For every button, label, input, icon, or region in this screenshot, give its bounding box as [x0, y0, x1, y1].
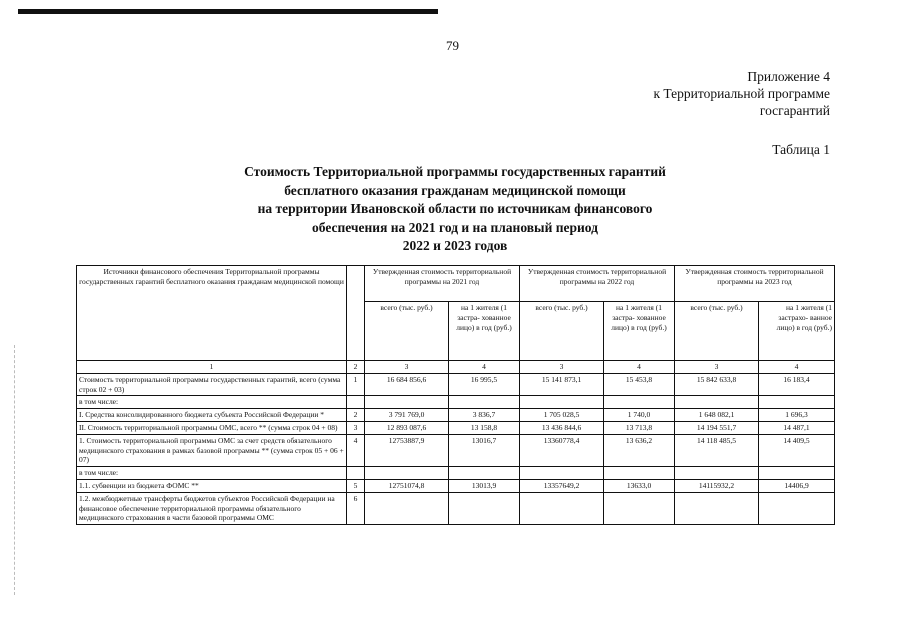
value-cell	[604, 467, 675, 480]
value-cell: 12 893 087,6	[365, 421, 449, 434]
value-cell	[520, 396, 604, 409]
column-number: 4	[604, 361, 675, 374]
value-cell	[365, 467, 449, 480]
scan-edge-marks	[14, 345, 17, 595]
value-cell	[759, 467, 835, 480]
value-cell: 12753887,9	[365, 434, 449, 466]
value-cell: 3 791 769,0	[365, 409, 449, 422]
table-row	[77, 479, 835, 492]
table-row	[77, 396, 835, 409]
value-cell: 15 141 873,1	[520, 373, 604, 396]
value-cell: 16 183,4	[759, 373, 835, 396]
title-line-1: Стоимость Территориальной программы государственных гарантий	[244, 164, 666, 179]
value-cell: 16 995,5	[449, 373, 520, 396]
row-code: 6	[347, 492, 365, 524]
row-code	[347, 396, 365, 409]
value-cell: 13 636,2	[604, 434, 675, 466]
table-row	[77, 434, 835, 466]
value-cell: 16 684 856,6	[365, 373, 449, 396]
value-cell: 14 409,5	[759, 434, 835, 466]
value-cell	[520, 492, 604, 524]
value-cell: 15 842 633,8	[675, 373, 759, 396]
total-header-2023: всего (тыс. руб.)	[675, 302, 759, 361]
value-cell: 13357649,2	[520, 479, 604, 492]
appendix-line-1: Приложение 4	[747, 69, 830, 84]
value-cell: 15 453,8	[604, 373, 675, 396]
value-cell	[449, 467, 520, 480]
row-label: II. Стоимость территориальной программы ОМС, всего ** (сумма строк 04 + 08)	[77, 421, 347, 434]
appendix-line-2: к Территориальной программе	[653, 86, 830, 101]
row-label: в том числе:	[77, 467, 347, 480]
column-number: 2	[347, 361, 365, 374]
table-row	[77, 373, 835, 396]
row-code	[347, 467, 365, 480]
value-cell	[675, 396, 759, 409]
title-line-3: на территории Ивановской области по источникам финансового	[257, 201, 653, 216]
title-line-2: бесплатного оказания гражданам медицинской помощи	[284, 182, 626, 198]
table-row	[77, 467, 835, 480]
value-cell: 3 836,7	[449, 409, 520, 422]
value-cell	[675, 492, 759, 524]
value-cell	[675, 467, 759, 480]
value-cell	[604, 492, 675, 524]
value-cell: 13 158,8	[449, 421, 520, 434]
page-number: 79	[446, 38, 459, 53]
value-cell: 14 194 551,7	[675, 421, 759, 434]
value-cell: 14115932,2	[675, 479, 759, 492]
value-cell: 1 696,3	[759, 409, 835, 422]
row-label: 1. Стоимость территориальной программы ОМС за счет средств обязательного медицинского страхования в рамках базовой программы ** (сумма строк 05 + 06 + 07)	[77, 434, 347, 466]
column-number: 3	[365, 361, 449, 374]
value-cell: 13013,9	[449, 479, 520, 492]
value-cell: 12751074,8	[365, 479, 449, 492]
value-cell	[365, 396, 449, 409]
title-line-4: обеспечения на 2021 год и на плановый период	[312, 219, 598, 235]
value-cell: 13633,0	[604, 479, 675, 492]
value-cell: 13016,7	[449, 434, 520, 466]
source-column-header: Источники финансового обеспечения Территориальной программы государственных гарантий бесплатного оказания гражданам медицинской помощи	[77, 266, 347, 361]
row-label: Стоимость территориальной программы государственных гарантий, всего (сумма строк 02 + 03)	[77, 373, 347, 396]
total-header-2022: всего (тыс. руб.)	[520, 302, 604, 361]
value-cell: 1 705 028,5	[520, 409, 604, 422]
column-number: 1	[77, 361, 347, 374]
title-line-5: 2022 и 2023 годов	[402, 238, 508, 253]
column-number: 3	[520, 361, 604, 374]
value-cell: 14406,9	[759, 479, 835, 492]
top-scan-bar	[18, 9, 438, 14]
value-cell: 13 713,8	[604, 421, 675, 434]
group-header-2022: Утвержденная стоимость территориальной программы на 2022 год	[520, 266, 675, 302]
value-cell: 13 436 844,6	[520, 421, 604, 434]
value-cell: 13360778,4	[520, 434, 604, 466]
value-cell: 14 118 485,5	[675, 434, 759, 466]
value-cell	[759, 492, 835, 524]
group-header-2021: Утвержденная стоимость территориальной программы на 2021 год	[365, 266, 520, 302]
table-row	[77, 421, 835, 434]
total-header-2021: всего (тыс. руб.)	[365, 302, 449, 361]
table-row	[77, 409, 835, 422]
per-capita-header-2021: на 1 жителя (1 застра- хованное лицо) в год (руб.)	[449, 302, 520, 361]
row-code: 1	[347, 373, 365, 396]
value-cell	[759, 396, 835, 409]
appendix-line-3: госгарантий	[759, 103, 830, 118]
funding-table	[76, 265, 835, 525]
row-label: 1.2. межбюджетные трансферты бюджетов субъектов Российской Федерации на финансовое обеспечение территориальной программы обязательного медицинского страхования в части базовой программы ОМС	[77, 492, 347, 524]
row-label: 1.1. субвенции из бюджета ФОМС **	[77, 479, 347, 492]
row-code: 3	[347, 421, 365, 434]
document-title	[190, 163, 720, 256]
group-header-2023: Утвержденная стоимость территориальной программы на 2023 год	[675, 266, 835, 302]
per-capita-header-2022: на 1 жителя (1 застра- хованное лицо) в год (руб.)	[604, 302, 675, 361]
row-label: в том числе:	[77, 396, 347, 409]
column-number-row	[77, 361, 835, 374]
value-cell	[604, 396, 675, 409]
table-row	[77, 492, 835, 524]
row-code: 2	[347, 409, 365, 422]
table-number: Таблица 1	[772, 142, 830, 157]
column-number: 4	[449, 361, 520, 374]
column-number: 4	[759, 361, 835, 374]
value-cell	[449, 492, 520, 524]
row-code: 5	[347, 479, 365, 492]
value-cell: 1 648 082,1	[675, 409, 759, 422]
value-cell: 14 487,1	[759, 421, 835, 434]
row-label: I. Средства консолидированного бюджета субъекта Российской Федерации *	[77, 409, 347, 422]
value-cell	[520, 467, 604, 480]
row-code: 4	[347, 434, 365, 466]
value-cell	[449, 396, 520, 409]
value-cell	[365, 492, 449, 524]
column-number: 3	[675, 361, 759, 374]
value-cell: 1 740,0	[604, 409, 675, 422]
appendix-note	[654, 68, 831, 119]
per-capita-header-2023: на 1 жителя (1 застрахо- ванное лицо) в год (руб.)	[759, 302, 835, 361]
code-column-header	[347, 266, 365, 361]
